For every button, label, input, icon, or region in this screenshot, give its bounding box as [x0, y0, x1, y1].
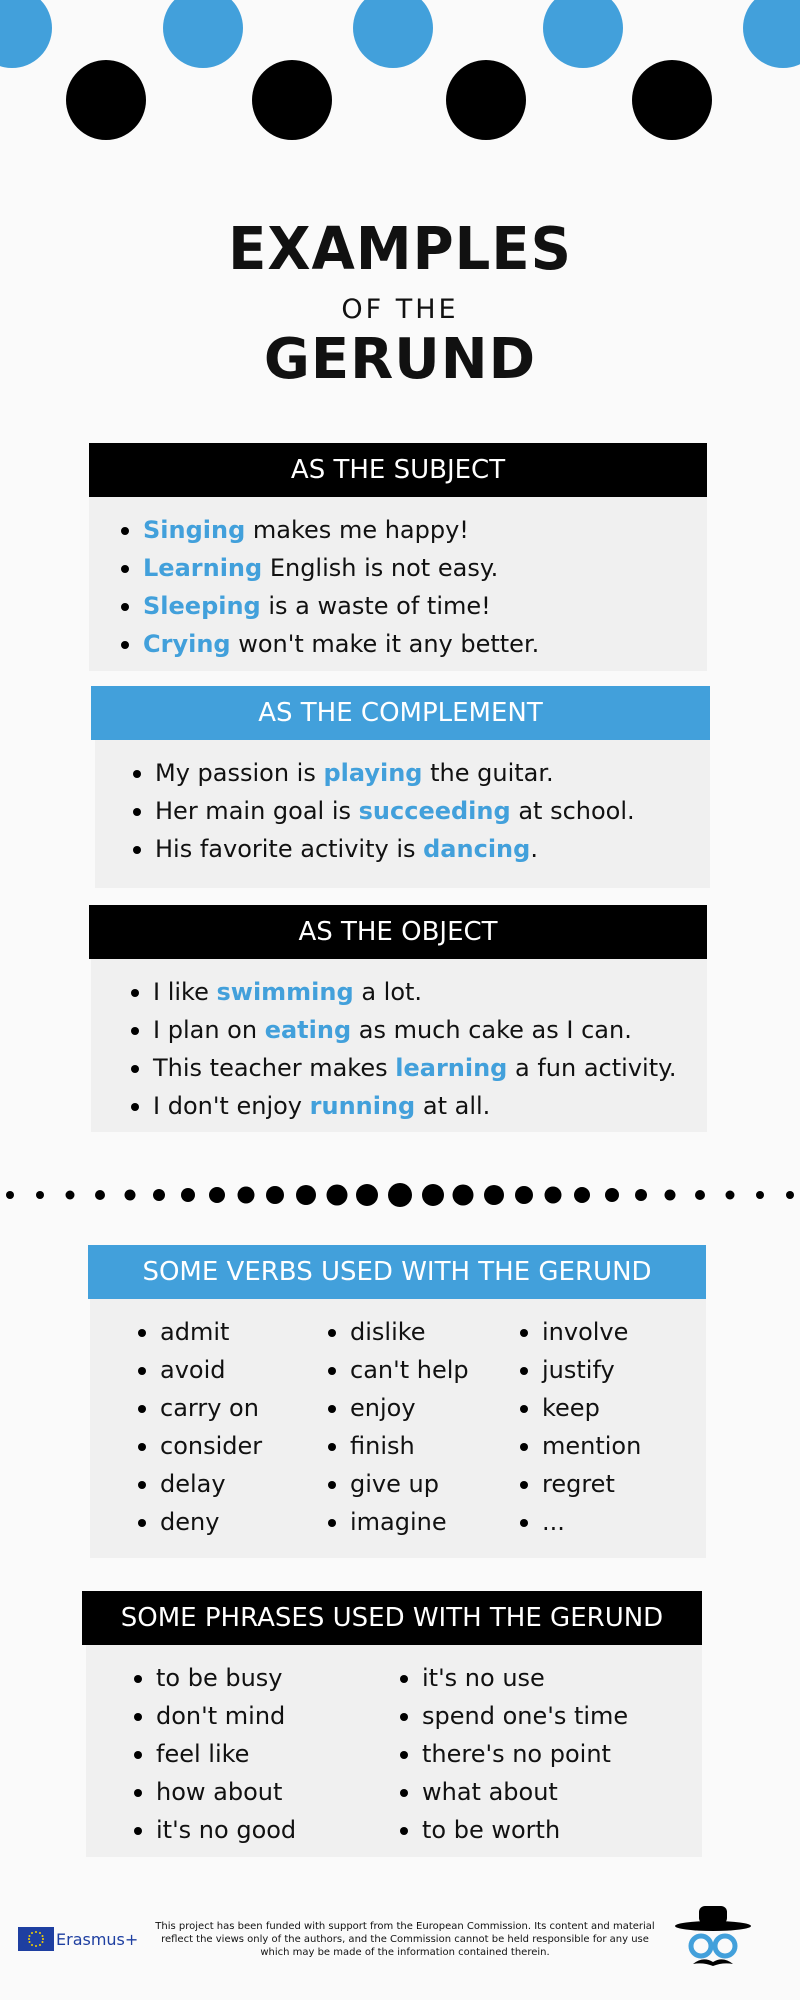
- page-title: [0, 210, 800, 390]
- list-item: ...: [512, 1503, 641, 1541]
- example-list: [91, 959, 707, 1141]
- section-heading: AS THE COMPLEMENT: [91, 686, 710, 740]
- section-complement: [91, 686, 710, 888]
- funding-disclaimer: This project has been funded with support from the European Commission. Its content and material reflect the views only of the authors, and the Commission cannot be held responsible for any use which may be made of the information contained therein.: [155, 1921, 655, 1958]
- black-dot: [252, 60, 332, 140]
- list-item: enjoy: [320, 1389, 512, 1427]
- section-body: [90, 1299, 706, 1558]
- verb-columns: [90, 1299, 706, 1561]
- list-item: deny: [130, 1503, 320, 1541]
- blue-dot: [543, 0, 623, 68]
- list-item: I plan on eating as much cake as I can.: [99, 1011, 707, 1049]
- section-heading: AS THE SUBJECT: [89, 443, 707, 497]
- hat-glasses-mustache-icon: [673, 1900, 753, 1980]
- list-item: Crying won't make it any better.: [89, 625, 707, 663]
- list-item: His favorite activity is dancing.: [101, 830, 710, 868]
- list-item: dislike: [320, 1313, 512, 1351]
- list-item: I like swimming a lot.: [99, 973, 707, 1011]
- list-item: Her main goal is succeeding at school.: [101, 792, 710, 830]
- section-phrases: [82, 1591, 702, 1857]
- list-item: to be busy: [126, 1659, 392, 1697]
- list-item: Sleeping is a waste of time!: [89, 587, 707, 625]
- phrase-columns: [86, 1645, 702, 1869]
- list-item: to be worth: [392, 1811, 628, 1849]
- phrase-column: [392, 1659, 628, 1849]
- example-list: [95, 740, 710, 884]
- list-item: Learning English is not easy.: [89, 549, 707, 587]
- erasmus-logo-text: Erasmus+: [56, 1930, 139, 1949]
- verb-column: [512, 1313, 641, 1541]
- section-body: [86, 1645, 702, 1857]
- section-body: [95, 740, 710, 888]
- section-verbs: [88, 1245, 706, 1558]
- blue-dot: [353, 0, 433, 68]
- blue-dot: [743, 0, 800, 68]
- list-item: keep: [512, 1389, 641, 1427]
- title-gerund: GERUND: [263, 327, 537, 392]
- verb-column: [130, 1313, 320, 1541]
- footer: [0, 1900, 800, 2000]
- list-item: don't mind: [126, 1697, 392, 1735]
- example-list: [89, 497, 707, 679]
- eu-flag-icon: [18, 1927, 54, 1951]
- title-of-the: OF THE: [341, 294, 459, 325]
- verb-column: [320, 1313, 512, 1541]
- list-item: involve: [512, 1313, 641, 1351]
- list-item: what about: [392, 1773, 628, 1811]
- list-item: can't help: [320, 1351, 512, 1389]
- black-dot: [66, 60, 146, 140]
- list-item: it's no use: [392, 1659, 628, 1697]
- list-item: carry on: [130, 1389, 320, 1427]
- section-heading: SOME PHRASES USED WITH THE GERUND: [82, 1591, 702, 1645]
- title-examples: EXAMPLES: [228, 215, 572, 284]
- list-item: My passion is playing the guitar.: [101, 754, 710, 792]
- blue-dot: [0, 0, 52, 68]
- list-item: imagine: [320, 1503, 512, 1541]
- list-item: there's no point: [392, 1735, 628, 1773]
- list-item: spend one's time: [392, 1697, 628, 1735]
- list-item: I don't enjoy running at all.: [99, 1087, 707, 1125]
- list-item: give up: [320, 1465, 512, 1503]
- section-heading: SOME VERBS USED WITH THE GERUND: [88, 1245, 706, 1299]
- section-body: [89, 497, 707, 671]
- section-body: [91, 959, 707, 1132]
- list-item: Singing makes me happy!: [89, 511, 707, 549]
- list-item: delay: [130, 1465, 320, 1503]
- section-object: [89, 905, 707, 1132]
- list-item: avoid: [130, 1351, 320, 1389]
- list-item: admit: [130, 1313, 320, 1351]
- list-item: justify: [512, 1351, 641, 1389]
- list-item: feel like: [126, 1735, 392, 1773]
- black-dot: [446, 60, 526, 140]
- list-item: consider: [130, 1427, 320, 1465]
- list-item: it's no good: [126, 1811, 392, 1849]
- list-item: This teacher makes learning a fun activity.: [99, 1049, 707, 1087]
- list-item: mention: [512, 1427, 641, 1465]
- list-item: how about: [126, 1773, 392, 1811]
- section-subject: [89, 443, 707, 671]
- section-heading: AS THE OBJECT: [89, 905, 707, 959]
- list-item: regret: [512, 1465, 641, 1503]
- blue-dot: [163, 0, 243, 68]
- phrase-column: [126, 1659, 392, 1849]
- list-item: finish: [320, 1427, 512, 1465]
- black-dot: [632, 60, 712, 140]
- dotted-divider: [0, 1180, 800, 1210]
